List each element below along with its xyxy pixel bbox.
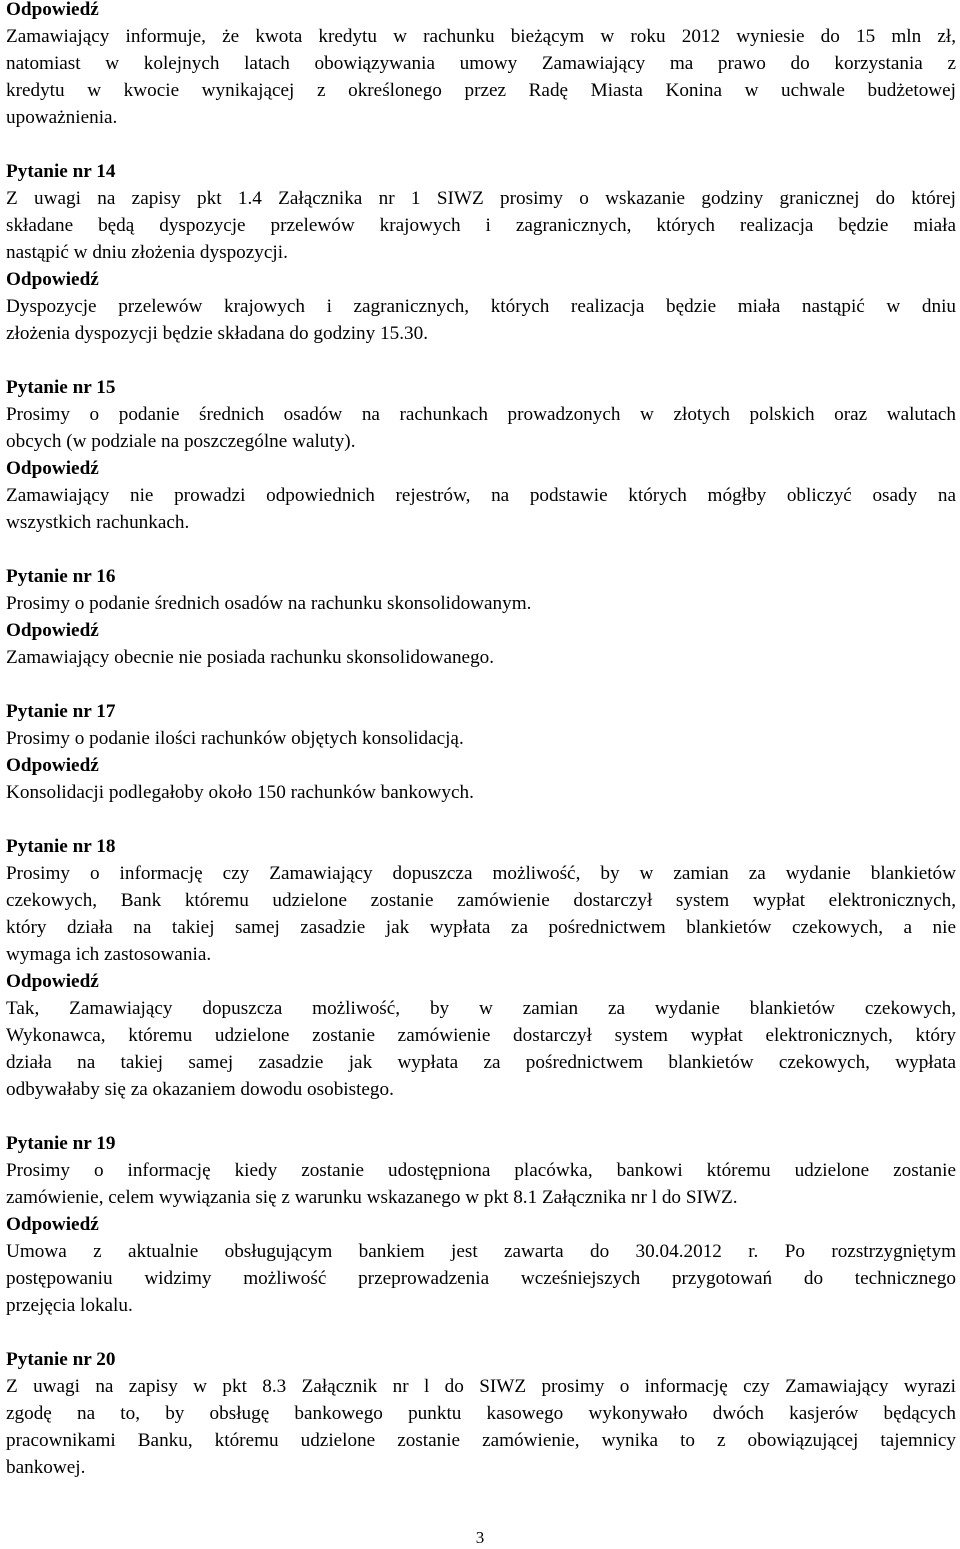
paragraph-spacer [6, 347, 956, 374]
answer-heading: Odpowiedź [6, 755, 99, 776]
paragraph [6, 23, 956, 131]
text-line: Konsolidacji podlegałoby około 150 rachunków bankowych. [6, 782, 474, 803]
paragraph [6, 185, 956, 266]
question-heading: Pytanie nr 20 [6, 1349, 116, 1370]
text-line: upoważnienia. [6, 107, 118, 128]
text-line: działa na takiej samej zasadzie jak wypłata za pośrednictwem blankietów czekowych, wypłata [6, 1052, 956, 1073]
text-line: wymaga ich zastosowania. [6, 944, 212, 965]
answer-heading: Odpowiedź [6, 1214, 99, 1235]
text-line: Wykonawca, któremu udzielone zostanie zamówienie dostarczył system wypłat elektronicznych, który [6, 1025, 956, 1046]
paragraph-spacer [6, 1319, 956, 1346]
paragraph [6, 293, 956, 347]
text-line: Dyspozycje przelewów krajowych i zagranicznych, których realizacja będzie miała nastąpić w dniu [6, 296, 956, 317]
text-line: Z uwagi na zapisy pkt 1.4 Załącznika nr 1 SIWZ prosimy o wskazanie godziny granicznej do której [6, 188, 956, 209]
answer-heading: Odpowiedź [6, 458, 99, 479]
text-line: składane będą dyspozycje przelewów krajowych i zagranicznych, których realizacja będzie miała [6, 215, 956, 236]
text-line: Zamawiający nie prowadzi odpowiednich rejestrów, na podstawie których mógłby obliczyć osady na [6, 485, 956, 506]
text-line: wszystkich rachunkach. [6, 512, 190, 533]
paragraph [6, 1373, 956, 1481]
answer-heading: Odpowiedź [6, 0, 99, 20]
paragraph [6, 1157, 956, 1211]
text-line: złożenia dyspozycji będzie składana do godziny 15.30. [6, 323, 428, 344]
text-line: czekowych, Bank któremu udzielone zostanie zamówienie dostarczył system wypłat elektronicznych, [6, 890, 956, 911]
text-line: Umowa z aktualnie obsługującym bankiem jest zawarta do 30.04.2012 r. Po rozstrzygniętym [6, 1241, 956, 1262]
text-line: pracownikami Banku, któremu udzielone zostanie zamówienie, wynika to z obowiązującej tajemnicy [6, 1430, 956, 1451]
text-line: Zamawiający informuje, że kwota kredytu w rachunku bieżącym w roku 2012 wyniesie do 15 mln zł, [6, 26, 956, 47]
paragraph-spacer [6, 536, 956, 563]
text-line: kredytu w kwocie wynikającej z określonego przez Radę Miasta Konina w uchwale budżetowej [6, 80, 956, 101]
question-heading: Pytanie nr 19 [6, 1133, 116, 1154]
question-heading: Pytanie nr 16 [6, 566, 116, 587]
text-line: natomiast w kolejnych latach obowiązywania umowy Zamawiający ma prawo do korzystania z [6, 53, 956, 74]
paragraph-spacer [6, 1103, 956, 1130]
text-line: Tak, Zamawiający dopuszcza możliwość, by w zamian za wydanie blankietów czekowych, [6, 998, 956, 1019]
paragraph-spacer [6, 131, 956, 158]
text-line: obcych (w podziale na poszczególne waluty). [6, 431, 356, 452]
paragraph [6, 482, 956, 536]
document-body [6, 0, 956, 1481]
question-heading: Pytanie nr 14 [6, 161, 116, 182]
paragraph [6, 644, 956, 671]
paragraph [6, 995, 956, 1103]
answer-heading: Odpowiedź [6, 620, 99, 641]
text-line: zgodę na to, by obsługę bankowego punktu kasowego wykonywało dwóch kasjerów będących [6, 1403, 956, 1424]
question-heading: Pytanie nr 18 [6, 836, 116, 857]
text-line: nastąpić w dniu złożenia dyspozycji. [6, 242, 288, 263]
page-number: 3 [475, 1528, 485, 1547]
text-line: Prosimy o podanie ilości rachunków objętych konsolidacją. [6, 728, 464, 749]
text-line: Prosimy o informację kiedy zostanie udostępniona placówka, bankowi któremu udzielone zostanie [6, 1160, 956, 1181]
text-line: postępowaniu widzimy możliwość przeprowadzenia wcześniejszych przygotowań do technicznego [6, 1268, 956, 1289]
text-line: bankowej. [6, 1457, 86, 1478]
paragraph [6, 779, 956, 806]
text-line: Z uwagi na zapisy w pkt 8.3 Załącznik nr l do SIWZ prosimy o informację czy Zamawiający wyrazi [6, 1376, 956, 1397]
paragraph [6, 590, 956, 617]
answer-heading: Odpowiedź [6, 269, 99, 290]
text-line: odbywałaby się za okazaniem dowodu osobistego. [6, 1079, 394, 1100]
text-line: przejęcia lokalu. [6, 1295, 133, 1316]
answer-heading: Odpowiedź [6, 971, 99, 992]
text-line: zamówienie, celem wywiązania się z warunku wskazanego w pkt 8.1 Załącznika nr l do SIWZ. [6, 1187, 738, 1208]
text-line: Prosimy o podanie średnich osadów na rachunkach prowadzonych w złotych polskich oraz walutach [6, 404, 956, 425]
text-line: Zamawiający obecnie nie posiada rachunku skonsolidowanego. [6, 647, 495, 668]
paragraph [6, 401, 956, 455]
text-line: Prosimy o podanie średnich osadów na rachunku skonsolidowanym. [6, 593, 532, 614]
text-line: Prosimy o informację czy Zamawiający dopuszcza możliwość, by w zamian za wydanie blankietów [6, 863, 956, 884]
question-heading: Pytanie nr 15 [6, 377, 116, 398]
paragraph [6, 860, 956, 968]
paragraph [6, 725, 956, 752]
paragraph [6, 1238, 956, 1319]
text-line: który działa na takiej samej zasadzie jak wypłata za pośrednictwem blankietów czekowych, a nie [6, 917, 956, 938]
paragraph-spacer [6, 806, 956, 833]
paragraph-spacer [6, 671, 956, 698]
question-heading: Pytanie nr 17 [6, 701, 116, 722]
